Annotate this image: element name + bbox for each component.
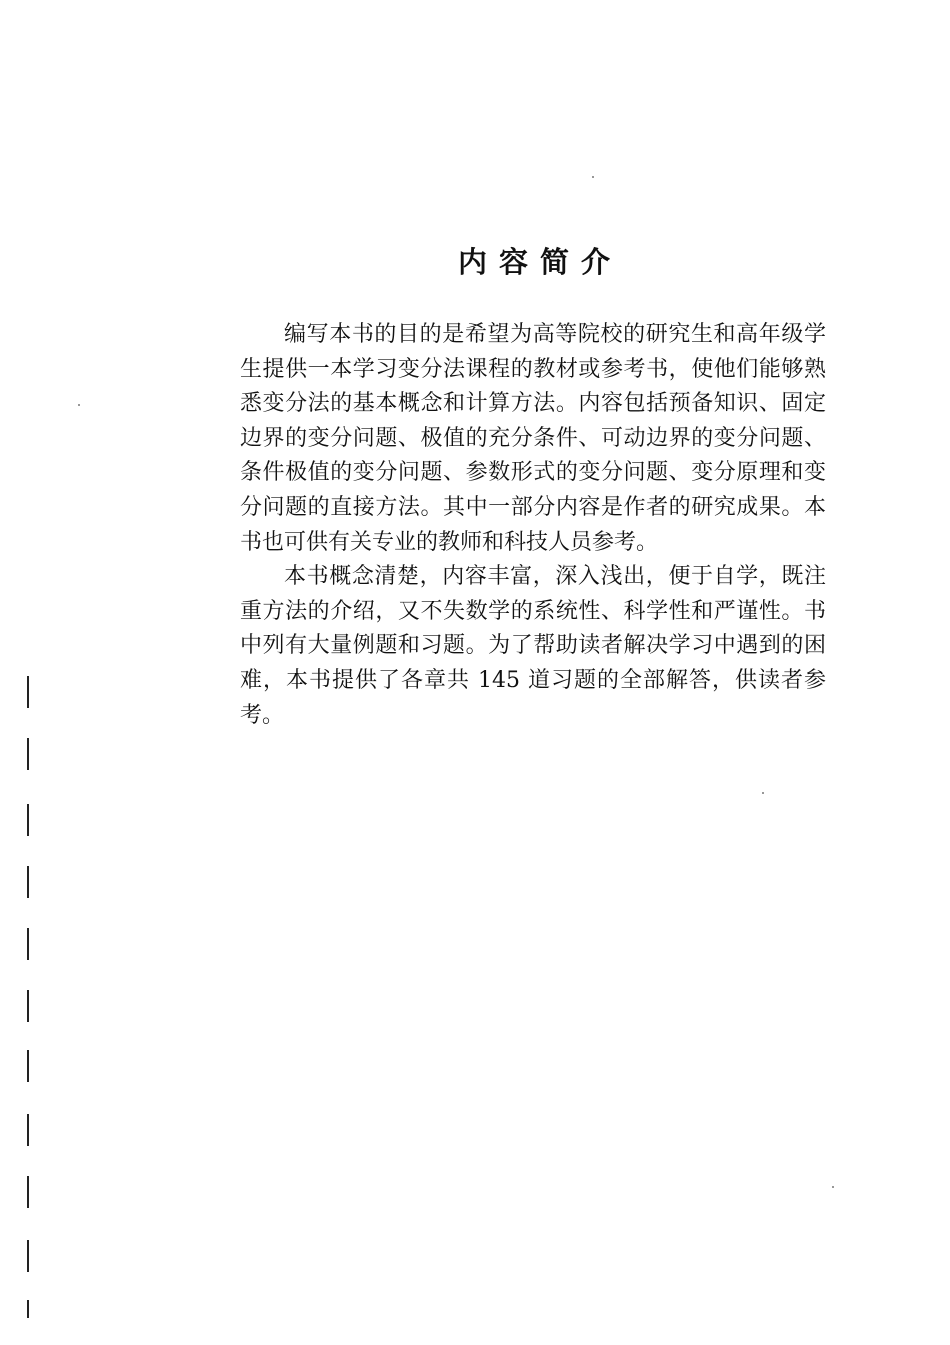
binding-mark: [27, 804, 29, 836]
binding-mark: [27, 1176, 29, 1208]
binding-mark: [27, 1114, 29, 1146]
binding-mark: [27, 1050, 29, 1082]
binding-edge-marks: [27, 676, 37, 1316]
binding-mark: [27, 928, 29, 960]
scan-speck: [762, 792, 764, 794]
summary-paragraph-1: 编写本书的目的是希望为高等院校的研究生和高年级学生提供一本学习变分法课程的教材或参考书，使他们能够熟悉变分法的基本概念和计算方法。内容包括预备知识、固定边界的变分问题、极值的充分条件、可动边界的变分问题、条件极值的变分问题、参数形式的变分问题、变分原理和变分问题的直接方法。其中一部分内容是作者的研究成果。本书也可供有关专业的教师和科技人员参考。: [240, 322, 826, 555]
summary-body: [240, 318, 826, 733]
binding-mark: [27, 1300, 29, 1318]
summary-paragraph-2: 本书概念清楚，内容丰富，深入浅出，便于自学，既注重方法的介绍，又不失数学的系统性、科学性和严谨性。书中列有大量例题和习题。为了帮助读者解决学习中遇到的困难，本书提供了各章共 145 道习题的全部解答，供读者参考。: [240, 564, 826, 728]
binding-mark: [27, 738, 29, 770]
scan-speck: [78, 404, 80, 406]
scan-speck: [832, 1186, 834, 1188]
page-title: 内容简介: [457, 245, 622, 279]
scan-speck: [592, 176, 594, 178]
binding-mark: [27, 866, 29, 898]
binding-mark: [27, 990, 29, 1022]
binding-mark: [27, 676, 29, 708]
binding-mark: [27, 1240, 29, 1272]
